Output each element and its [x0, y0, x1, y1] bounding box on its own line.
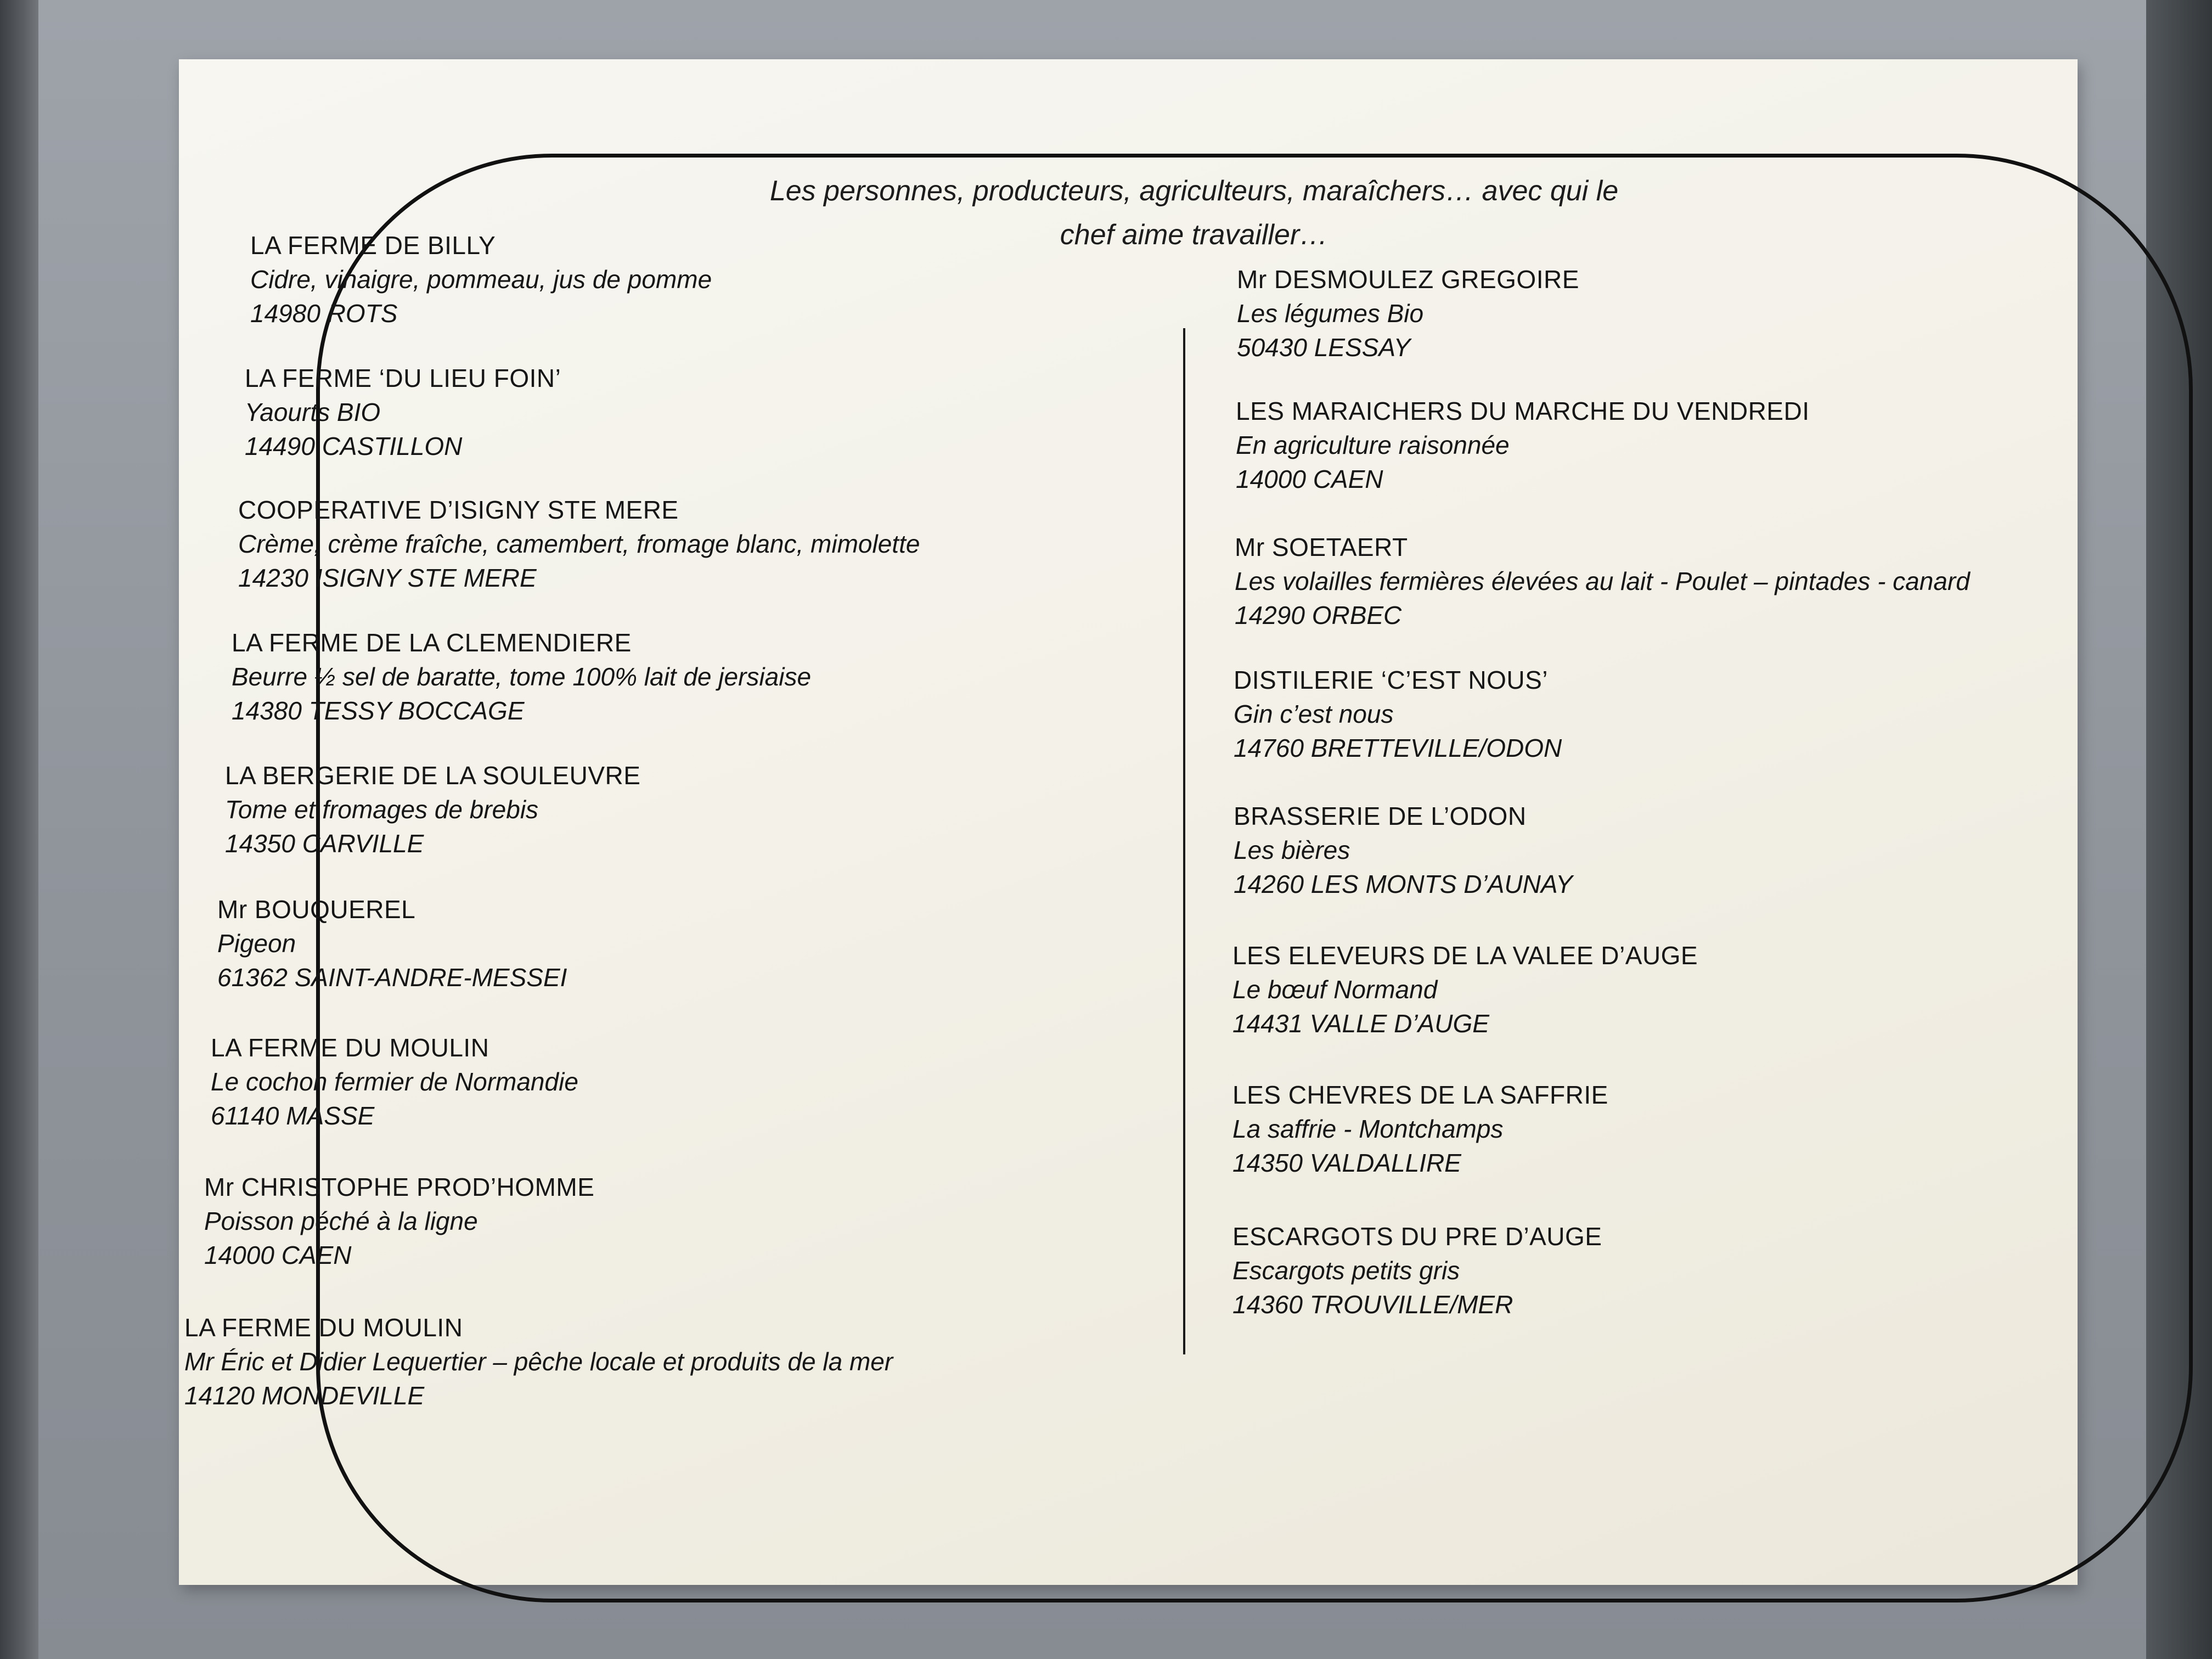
producer-name: COOPERATIVE D’ISIGNY STE MERE	[238, 496, 679, 524]
producer-address: 14350 VALDALLIRE	[1232, 1149, 1461, 1177]
producer-name: LA BERGERIE DE LA SOULEUVRE	[225, 761, 641, 790]
producer-address: 14360 TROUVILLE/MER	[1232, 1290, 1513, 1319]
producer-entry-ferme-du-moulin-mondeville	[184, 1311, 893, 1413]
producer-address: 14350 CARVILLE	[225, 829, 424, 858]
column-divider	[1183, 328, 1185, 1354]
producer-name: ESCARGOTS DU PRE D’AUGE	[1232, 1222, 1602, 1251]
producer-products: Les bières	[1234, 836, 1350, 864]
producer-products: Gin c’est nous	[1234, 700, 1394, 728]
producer-entry-distilerie	[1234, 663, 1562, 765]
producer-products: Le bœuf Normand	[1232, 975, 1438, 1004]
producer-entry-desmoulez	[1237, 262, 1579, 364]
producer-address: 14490 CASTILLON	[245, 432, 463, 460]
producer-address: 50430 LESSAY	[1237, 333, 1411, 362]
producer-address: 14431 VALLE D’AUGE	[1232, 1009, 1489, 1038]
producer-entry-soetaert	[1235, 530, 1970, 632]
producer-name: LES MARAICHERS DU MARCHE DU VENDREDI	[1236, 397, 1810, 425]
producer-products: Mr Éric et Didier Lequertier – pêche locale et produits de la mer	[184, 1347, 893, 1376]
intro-line-2: chef aime travailler…	[1060, 219, 1329, 251]
producer-products: Les volailles fermières élevées au lait - Poulet – pintades - canard	[1235, 567, 1970, 595]
producer-products: En agriculture raisonnée	[1236, 431, 1510, 459]
producer-name: LA FERME DE LA CLEMENDIERE	[232, 628, 632, 657]
producer-name: BRASSERIE DE L’ODON	[1234, 802, 1527, 830]
producer-name: Mr SOETAERT	[1235, 533, 1408, 561]
producer-name: LA FERME ‘DU LIEU FOIN’	[245, 364, 561, 392]
producer-name: Mr CHRISTOPHE PROD’HOMME	[204, 1173, 595, 1201]
producer-entry-bergerie-souleuvre	[225, 758, 640, 861]
producer-name: Mr BOUQUEREL	[217, 895, 416, 924]
intro-line-1: Les personnes, producteurs, agriculteurs, maraîchers… avec qui le	[769, 175, 1619, 207]
producer-products: Beurre ½ sel de baratte, tome 100% lait de jersiaise	[232, 662, 812, 691]
producer-entry-bouquerel	[217, 892, 567, 994]
producer-products: Yaourts BIO	[245, 398, 381, 426]
producer-name: LA FERME DU MOULIN	[184, 1313, 463, 1342]
producer-products: Tome et fromages de brebis	[225, 795, 539, 824]
producer-address: 14000 CAEN	[204, 1241, 352, 1269]
producer-address: 14120 MONDEVILLE	[184, 1381, 425, 1410]
producer-name: LES ELEVEURS DE LA VALEE D’AUGE	[1232, 941, 1698, 970]
producer-address: 14260 LES MONTS D’AUNAY	[1234, 870, 1573, 898]
producer-name: DISTILERIE ‘C’EST NOUS’	[1234, 666, 1548, 694]
producer-name: LA FERME DU MOULIN	[211, 1033, 489, 1062]
producer-entry-escargots-pre-auge	[1232, 1219, 1602, 1321]
producer-entry-ferme-de-billy	[250, 228, 712, 330]
producer-address: 61362 SAINT-ANDRE-MESSEI	[217, 963, 567, 992]
producer-entry-eleveurs-valee-auge	[1232, 938, 1698, 1041]
producer-products: Pigeon	[217, 929, 296, 958]
producers-sheet	[179, 59, 2078, 1585]
producer-name: LES CHEVRES DE LA SAFFRIE	[1232, 1081, 1608, 1109]
producer-address: 14230 ISIGNY STE MERE	[238, 564, 537, 592]
desk-background-left	[0, 0, 38, 1659]
producer-address: 14760 BRETTEVILLE/ODON	[1234, 734, 1562, 762]
producer-entry-lieu-foin	[245, 361, 561, 463]
producer-products: Poisson péché à la ligne	[204, 1207, 478, 1235]
producer-products: Crème, crème fraîche, camembert, fromage blanc, mimolette	[238, 530, 920, 558]
producer-address: 61140 MASSE	[211, 1101, 375, 1130]
producer-entry-clemendiere	[232, 626, 811, 728]
producer-products: Escargots petits gris	[1232, 1256, 1460, 1285]
producer-entry-ferme-du-moulin-masse	[211, 1031, 578, 1133]
producer-entry-chevres-saffrie	[1232, 1078, 1608, 1180]
producer-products: Les légumes Bio	[1237, 299, 1424, 328]
producer-products: La saffrie - Montchamps	[1232, 1115, 1504, 1143]
producer-address: 14980 ROTS	[250, 299, 398, 328]
producer-products: Le cochon fermier de Normandie	[211, 1067, 578, 1096]
producer-address: 14290 ORBEC	[1235, 601, 1402, 629]
intro-text	[673, 169, 1715, 257]
producer-entry-cooperative-isigny	[238, 493, 920, 595]
producer-products: Cidre, vinaigre, pommeau, jus de pomme	[250, 265, 712, 294]
producer-name: Mr DESMOULEZ GREGOIRE	[1237, 265, 1579, 294]
producer-address: 14000 CAEN	[1236, 465, 1383, 493]
producer-address: 14380 TESSY BOCCAGE	[232, 696, 525, 725]
producer-name: LA FERME DE BILLY	[250, 231, 496, 260]
producer-entry-brasserie-odon	[1234, 799, 1573, 901]
producer-entry-maraichers-vendredi	[1236, 394, 1809, 496]
producer-entry-prod-homme	[204, 1170, 594, 1272]
